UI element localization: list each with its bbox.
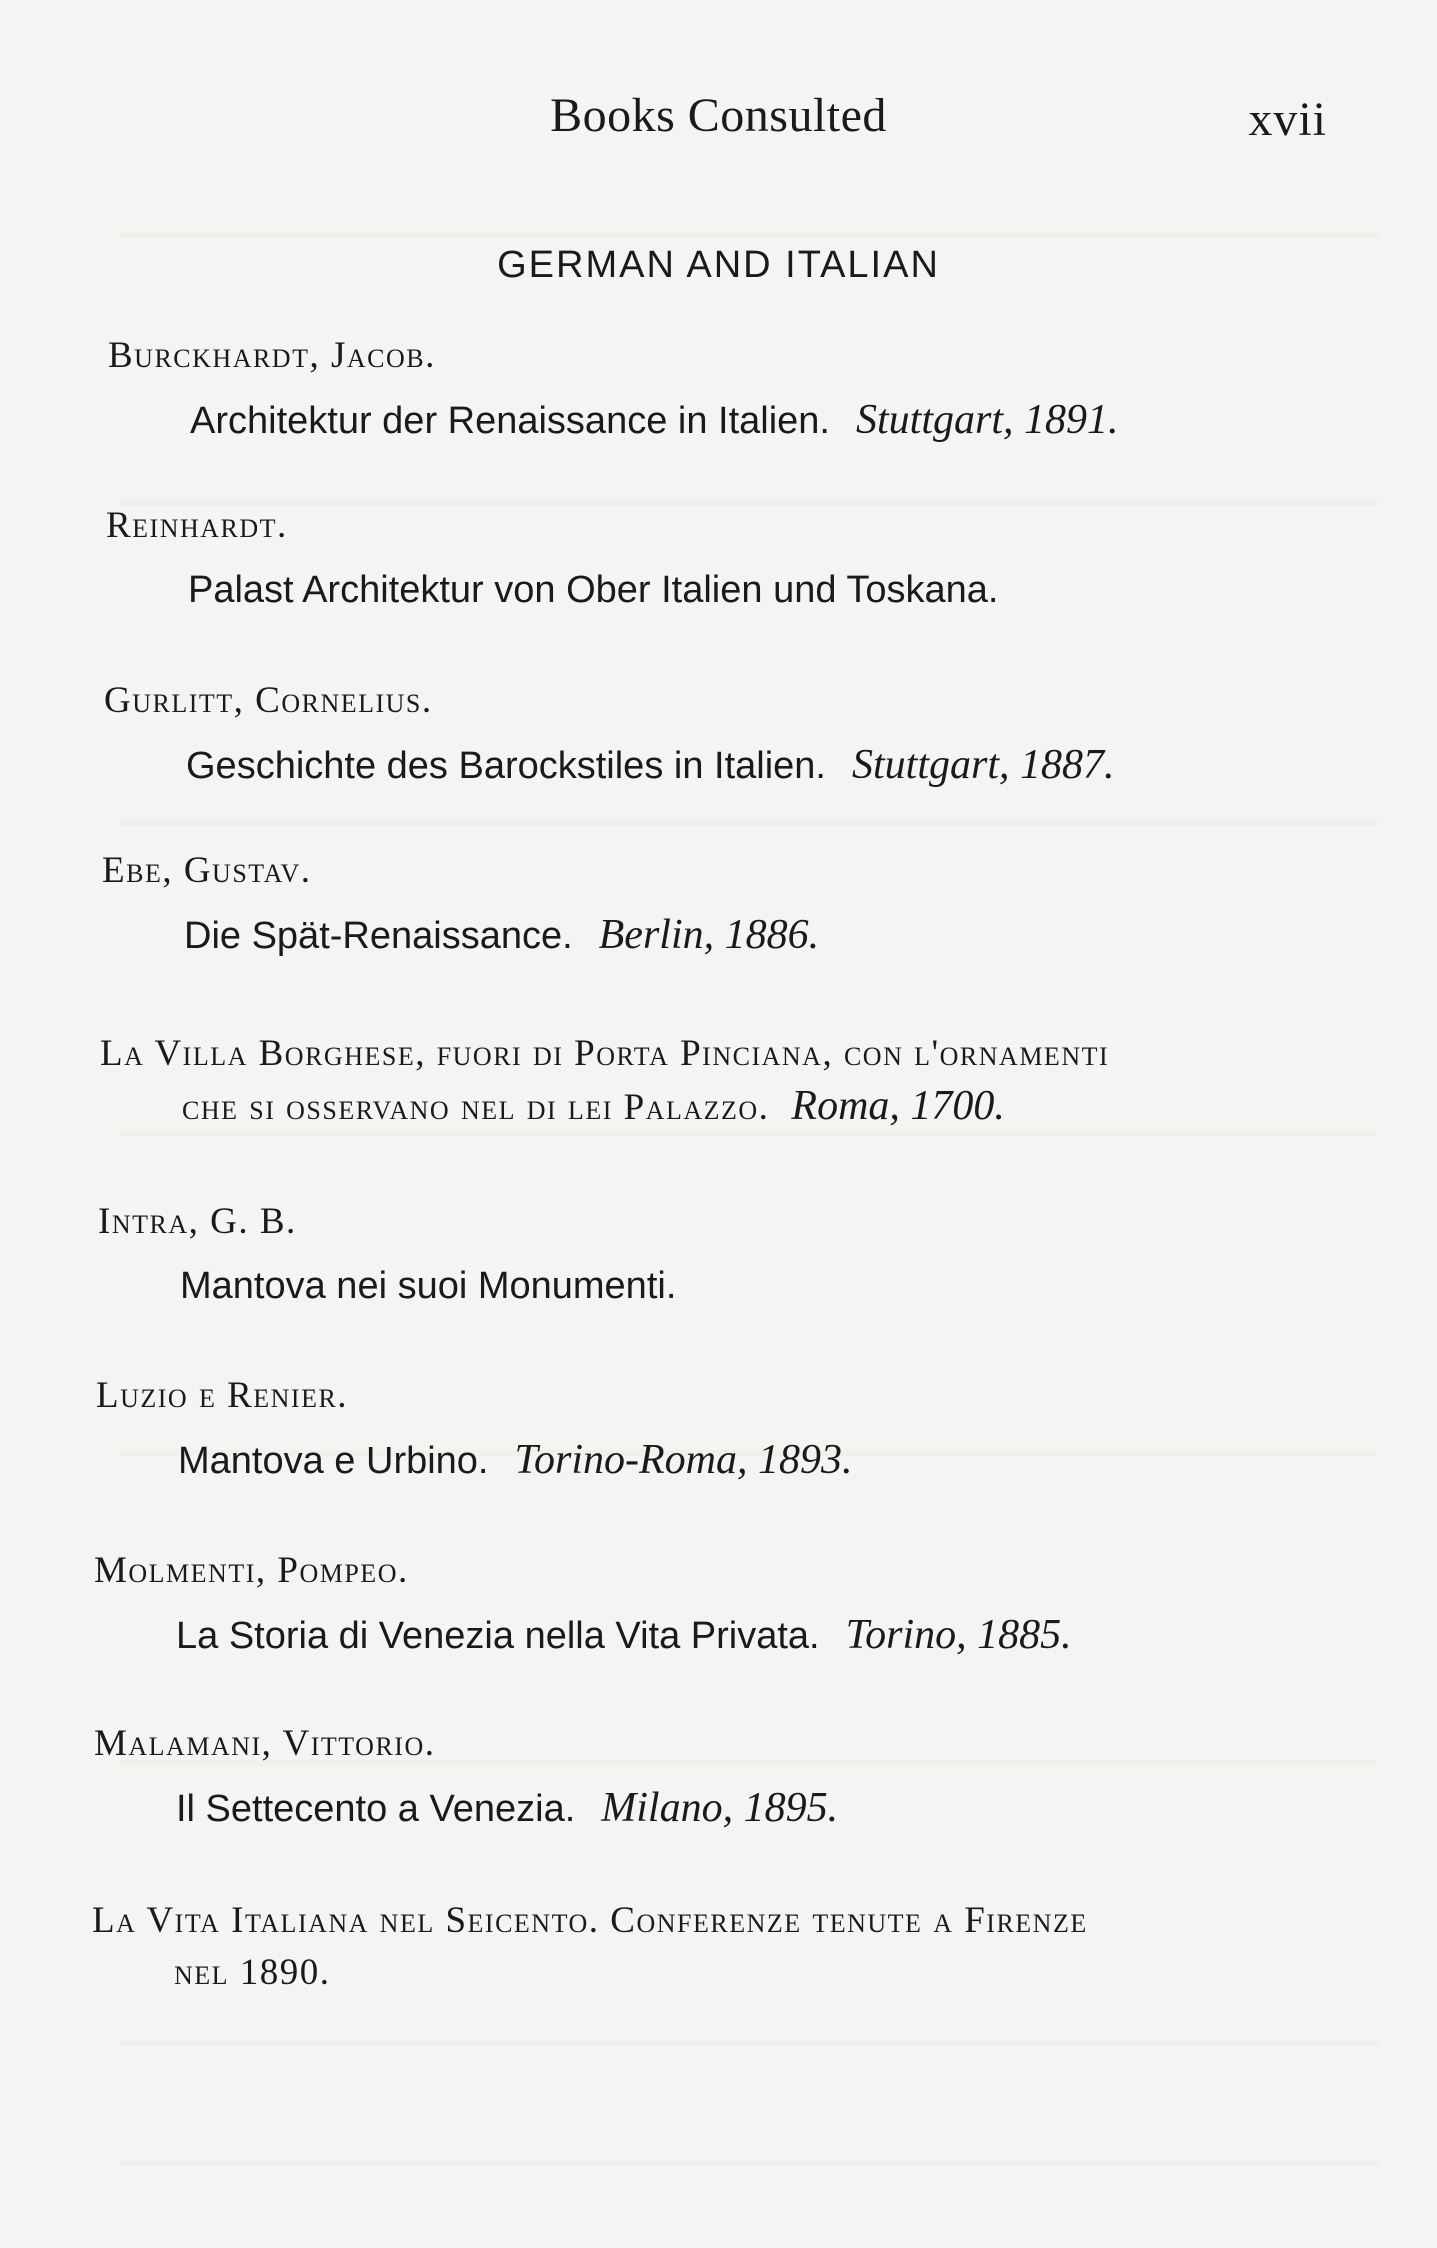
- bibliography-entry: [94, 1545, 1324, 1666]
- entry-title-line: [94, 1778, 1324, 1839]
- entry-place-date: Milano, 1895.: [601, 1785, 839, 1831]
- entry-title-line: [94, 1605, 1324, 1666]
- entry-author: Malamani, Vittorio.: [94, 1723, 436, 1764]
- bibliography-entry: [92, 1895, 1322, 1999]
- section-heading: GERMAN AND ITALIAN: [497, 244, 940, 286]
- entry-title: Die Spät-Renaissance.: [184, 915, 573, 957]
- entry-place-date: Stuttgart, 1887.: [851, 742, 1115, 788]
- entry-title: Geschichte des Barockstiles in Italien.: [186, 745, 826, 787]
- entry-title-line: [104, 735, 1334, 796]
- entry-author: [100, 1028, 1330, 1134]
- entry-author-line-continued: nel 1890.: [174, 1952, 331, 1993]
- entry-author-line: La Vita Italiana nel Seicento. Conferenze tenute a Firenze: [92, 1900, 1088, 1941]
- entry-place-date: Roma, 1700.: [791, 1083, 1005, 1129]
- entry-place-date: Torino-Roma, 1893.: [514, 1437, 853, 1483]
- entry-title-line: [96, 1430, 1326, 1491]
- entry-author: Luzio e Renier.: [96, 1375, 349, 1416]
- bibliography-entry: [102, 845, 1332, 966]
- bleed-through-line: [120, 2160, 1377, 2166]
- entry-author: Ebe, Gustav.: [102, 850, 312, 891]
- bleed-through-line: [120, 232, 1377, 238]
- entry-title-line: [106, 560, 1336, 620]
- page-number: xvii: [1248, 93, 1327, 146]
- entry-title: Mantova e Urbino.: [178, 1440, 489, 1482]
- entry-title: Palast Architektur von Ober Italien und Toskana.: [188, 569, 999, 611]
- bibliography-entry: [100, 1028, 1330, 1134]
- bibliography-entry: [96, 1370, 1326, 1491]
- entry-place-date: Torino, 1885.: [845, 1612, 1072, 1658]
- bleed-through-line: [120, 820, 1377, 826]
- entry-title-line: [102, 905, 1332, 966]
- running-title: Books Consulted: [550, 89, 887, 142]
- entry-title: La Storia di Venezia nella Vita Privata.: [176, 1615, 820, 1657]
- bibliography-entry: [98, 1196, 1328, 1316]
- entry-author: Gurlitt, Cornelius.: [104, 680, 433, 721]
- entry-title-line: [108, 390, 1338, 451]
- bibliography-entry: [106, 500, 1336, 620]
- bleed-through-line: [120, 2040, 1377, 2046]
- entry-author: Molmenti, Pompeo.: [94, 1550, 409, 1591]
- entry-author-line: che si osservano nel di lei Palazzo.: [182, 1087, 770, 1128]
- bibliography-entry: [104, 675, 1334, 796]
- entry-author: Reinhardt.: [106, 505, 288, 546]
- entry-place-date: Stuttgart, 1891.: [856, 397, 1119, 443]
- entry-title: Architektur der Renaissance in Italien.: [190, 400, 830, 442]
- bibliography-entry: [94, 1718, 1324, 1839]
- entry-author: Intra, G. B.: [98, 1201, 297, 1242]
- entry-title: Mantova nei suoi Monumenti.: [180, 1265, 677, 1307]
- entry-title-line: [98, 1256, 1328, 1316]
- entry-place-date: Berlin, 1886.: [598, 912, 820, 958]
- entry-title: Il Settecento a Venezia.: [176, 1788, 576, 1830]
- entry-author: Burckhardt, Jacob.: [108, 335, 436, 376]
- bibliography-entry: [108, 330, 1338, 451]
- entry-author-line: La Villa Borghese, fuori di Porta Pinciana, con l'ornamenti: [100, 1033, 1110, 1074]
- entry-author-line-continued: [100, 1080, 1330, 1134]
- entry-author: [92, 1895, 1322, 1999]
